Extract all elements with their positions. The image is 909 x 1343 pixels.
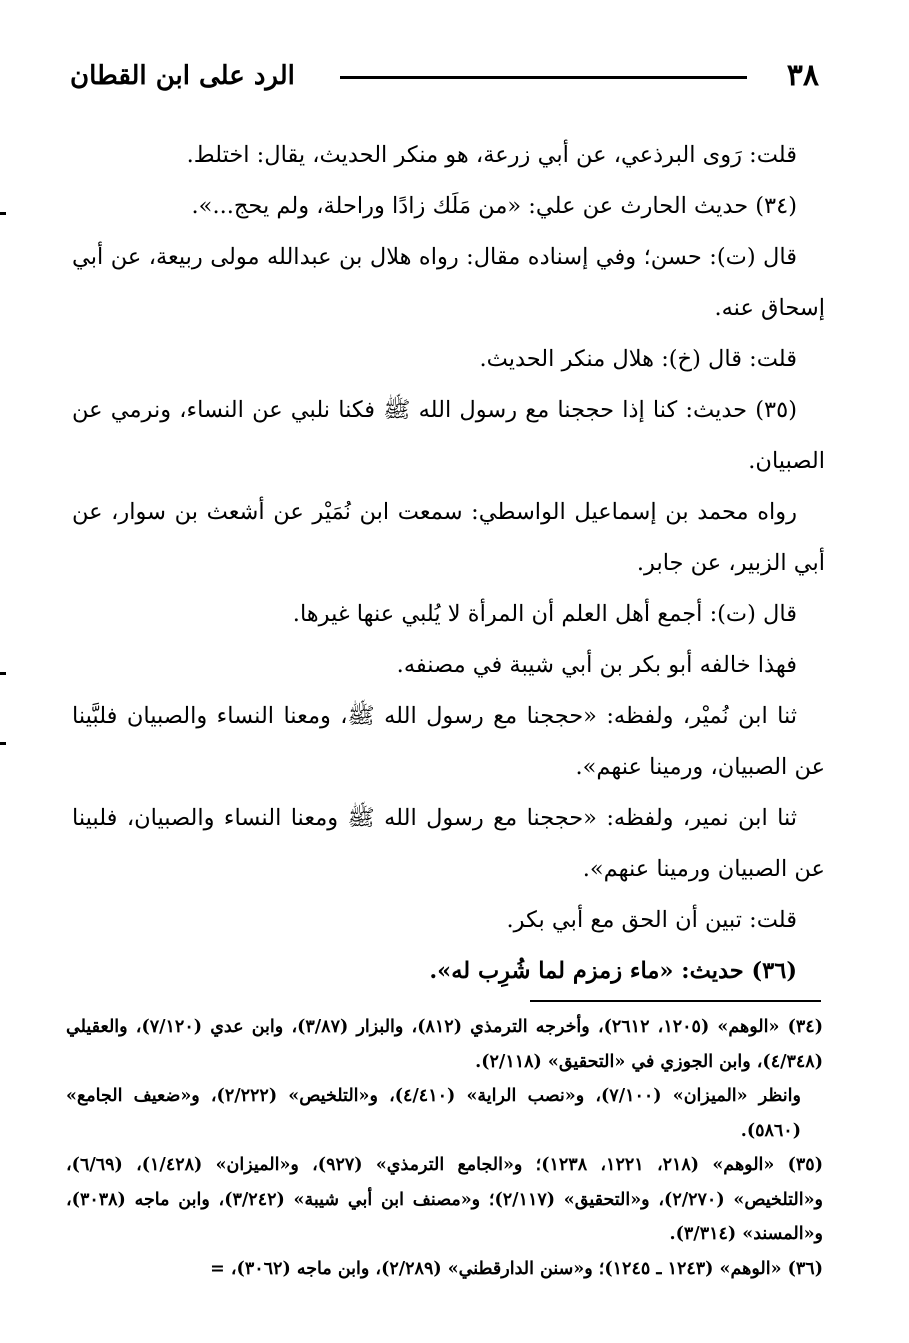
footnote-34: (٣٤) «الوهم» (١٢٠٥، ٢٦١٢)، وأخرجه الترمذي (٨١٢)، والبزار (٣/٨٧)، وابن عدي (٧/١٢٠)، والعقيلي (٤/٣٤٨)، وابن الجوزي في «التحقيق» (٢/١١٨).	[66, 1017, 823, 1072]
paragraph: قلت: قال (خ): هلال منكر الحديث.	[479, 346, 797, 372]
footnote-35: (٣٥) «الوهم» (٢١٨، ١٢٢١، ١٢٣٨)؛ و«الجامع الترمذي» (٩٢٧)، و«الميزان» (١/٤٢٨)، (٦/٦٩)، و«التلخيص» (٢/٢٧٠)، و«التحقيق» (٢/١١٧)؛ و«مصنف ابن أبي شيبة» (٣/٢٤٢)، وابن ماجه (٣٠٣٨)، و«المسند» (٣/٣١٤).	[66, 1155, 824, 1244]
paragraph: قال (ت): حسن؛ وفي إسناده مقال: رواه هلال بن عبدالله مولى ربيعة، عن أبي إسحاق عنه.	[72, 244, 825, 321]
footnotes	[66, 1010, 823, 1286]
scan-edge-mark	[0, 672, 6, 675]
paragraph: رواه محمد بن إسماعيل الواسطي: سمعت ابن نُمَيْر عن أشعث بن سوار، عن أبي الزبير، عن جابر.	[72, 499, 825, 576]
hadith-paragraph-34: (٣٤) حديث الحارث عن علي: «من مَلَك زادًا وراحلة، ولم يحج...».	[191, 193, 797, 219]
paragraph: ثنا ابن نُميْر، ولفظه: «حججنا مع رسول الله ﷺ، ومعنا النساء والصبيان فلبَّينا عن الصبيان، ورمينا عنهم».	[72, 703, 825, 780]
paragraph: ثنا ابن نمير، ولفظه: «حججنا مع رسول الله ﷺ ومعنا النساء والصبيان، فلبينا عن الصبيان ورمينا عنهم».	[72, 805, 825, 882]
paragraph: فهذا خالفه أبو بكر بن أبي شيبة في مصنفه.	[396, 652, 797, 678]
hadith-paragraph-35: (٣٥) حديث: كنا إذا حججنا مع رسول الله ﷺ فكنا نلبي عن النساء، ونرمي عن الصبيان.	[72, 397, 825, 474]
scan-edge-mark	[0, 742, 6, 745]
paragraph: قال (ت): أجمع أهل العلم أن المرأة لا يُلبي عنها غيرها.	[292, 601, 797, 627]
footnote-36: (٣٦) «الوهم» (١٢٤٣ ـ ١٢٤٥)؛ و«سنن الدارقطني» (٢/٢٨٩)، وابن ماجه (٣٠٦٢)، =	[210, 1258, 823, 1279]
paragraph: قلت: رَوى البرذعي، عن أبي زرعة، هو منكر الحديث، يقال: اختلط.	[186, 142, 797, 168]
running-title: الرد على ابن القطان	[70, 61, 295, 91]
page-header	[70, 54, 819, 98]
footnote-34-continued: وانظر «الميزان» (٧/١٠٠)، و«نصب الراية» (٤/٤١٠)، و«التلخيص» (٢/٢٢٢)، و«ضعيف الجامع» (٥٨٦٠).	[66, 1086, 801, 1141]
header-rule	[340, 76, 747, 79]
scan-edge-mark	[0, 212, 6, 215]
main-text	[72, 130, 825, 997]
paragraph: قلت: تبين أن الحق مع أبي بكر.	[506, 907, 797, 933]
page-number: ٣٨	[786, 58, 819, 93]
footnote-rule	[530, 1000, 821, 1002]
hadith-paragraph-36: (٣٦) حديث: «ماء زمزم لما شُرِب له».	[429, 958, 797, 984]
